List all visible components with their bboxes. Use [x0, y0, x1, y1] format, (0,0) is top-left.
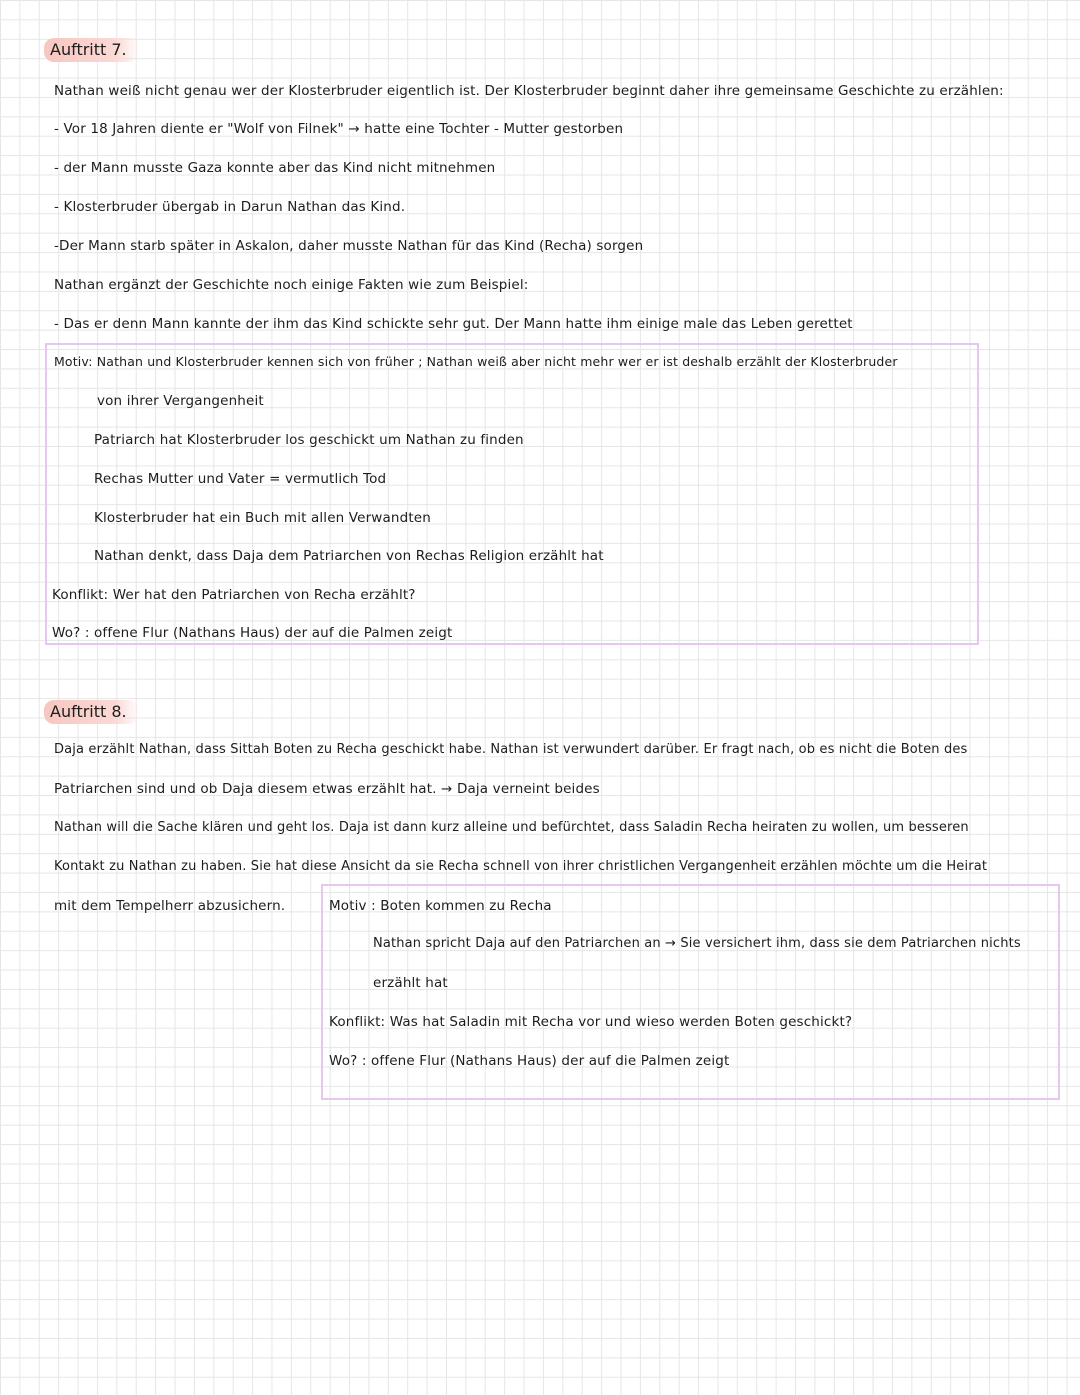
section-8-konflikt: Konflikt: Was hat Saladin mit Recha vor und wieso werden Boten geschickt?: [329, 1014, 853, 1030]
section-7-box-item-5: Nathan denkt, dass Daja dem Patriarchen von Rechas Religion erzählt hat: [94, 548, 604, 564]
section-7-motiv: Motiv: Nathan und Klosterbruder kennen sich von früher ; Nathan weiß aber nicht mehr wer er ist deshalb erzählt der Klosterbruder: [54, 354, 898, 369]
section-7-line-3: - der Mann musste Gaza konnte aber das Kind nicht mitnehmen: [54, 160, 496, 176]
section-8-box-item-1: Nathan spricht Daja auf den Patriarchen an → Sie versichert ihm, dass sie dem Patriarchen nichts: [373, 936, 1021, 951]
section-7-box-item-2: Patriarch hat Klosterbruder los geschickt um Nathan zu finden: [94, 432, 524, 448]
section-8-line-5: mit dem Tempelherr abzusichern.: [54, 898, 286, 914]
section-8-box-item-2: erzählt hat: [373, 975, 448, 991]
section-8-line-1: Daja erzählt Nathan, dass Sittah Boten zu Recha geschickt habe. Nathan ist verwundert darüber. Er fragt nach, ob es nicht die Boten des: [54, 742, 968, 757]
section-7-line-7: - Das er denn Mann kannte der ihm das Kind schickte sehr gut. Der Mann hatte ihm einige male das Leben gerettet: [54, 316, 853, 332]
section-8-motiv: Motiv : Boten kommen zu Recha: [329, 898, 552, 914]
section-7-konflikt: Konflikt: Wer hat den Patriarchen von Recha erzählt?: [52, 587, 416, 603]
section-7-line-2: - Vor 18 Jahren diente er "Wolf von Filnek" → hatte eine Tochter - Mutter gestorben: [54, 121, 624, 137]
section-7-wo: Wo? : offene Flur (Nathans Haus) der auf die Palmen zeigt: [52, 625, 453, 641]
section-8-line-3: Nathan will die Sache klären und geht los. Daja ist dann kurz alleine und befürchtet, dass Saladin Recha heiraten zu wollen, um besseren: [54, 820, 969, 835]
section-7-line-5: -Der Mann starb später in Askalon, daher musste Nathan für das Kind (Recha) sorgen: [54, 238, 644, 254]
section-7-box-item-3: Rechas Mutter und Vater = vermutlich Tod: [94, 471, 387, 487]
section-8-wo: Wo? : offene Flur (Nathans Haus) der auf die Palmen zeigt: [329, 1053, 730, 1069]
section-7-line-6: Nathan ergänzt der Geschichte noch einige Fakten wie zum Beispiel:: [54, 277, 529, 293]
section-8-heading: Auftritt 8.: [44, 700, 139, 724]
section-7-line-1: Nathan weiß nicht genau wer der Klosterbruder eigentlich ist. Der Klosterbruder beginnt daher ihre gemeinsame Geschichte zu erzählen:: [54, 83, 1004, 99]
section-8-line-2: Patriarchen sind und ob Daja diesem etwas erzählt hat. → Daja verneint beides: [54, 781, 600, 797]
section-7-line-4: - Klosterbruder übergab in Darun Nathan das Kind.: [54, 199, 406, 215]
section-7-box-item-4: Klosterbruder hat ein Buch mit allen Verwandten: [94, 510, 431, 526]
section-7-box-item-1: von ihrer Vergangenheit: [97, 393, 264, 409]
section-7-heading: Auftritt 7.: [44, 38, 139, 62]
section-8-line-4: Kontakt zu Nathan zu haben. Sie hat diese Ansicht da sie Recha schnell von ihrer christlichen Vergangenheit erzählen möchte um die Heirat: [54, 859, 988, 874]
